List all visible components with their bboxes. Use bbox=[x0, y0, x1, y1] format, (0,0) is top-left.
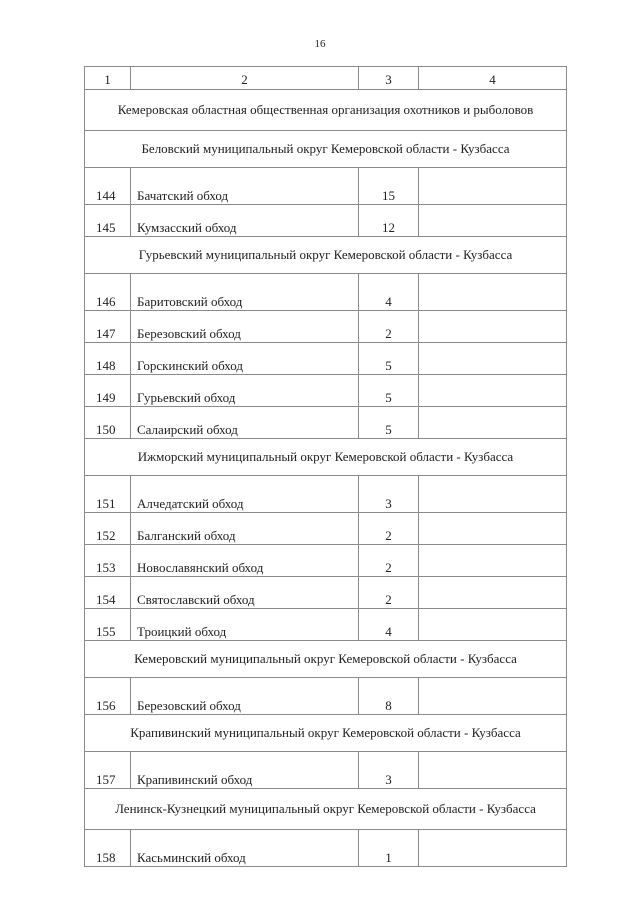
table-row bbox=[85, 168, 567, 205]
table-row bbox=[85, 407, 567, 439]
row-value: 2 bbox=[359, 545, 419, 577]
table-row bbox=[85, 343, 567, 375]
row-value: 4 bbox=[359, 274, 419, 311]
section-title: Ленинск-Кузнецкий муниципальный округ Кемеровской области - Кузбасса bbox=[85, 789, 567, 830]
row-value: 2 bbox=[359, 513, 419, 545]
row-number: 153 bbox=[85, 545, 131, 577]
row-extra bbox=[419, 311, 567, 343]
column-header-4: 4 bbox=[419, 67, 567, 90]
row-extra bbox=[419, 830, 567, 867]
table-row bbox=[85, 476, 567, 513]
table-row bbox=[85, 545, 567, 577]
section-title-row bbox=[85, 439, 567, 476]
row-extra bbox=[419, 375, 567, 407]
row-extra bbox=[419, 274, 567, 311]
column-header-3: 3 bbox=[359, 67, 419, 90]
row-extra bbox=[419, 168, 567, 205]
row-value: 5 bbox=[359, 407, 419, 439]
row-extra bbox=[419, 609, 567, 641]
row-name: Святославский обход bbox=[131, 577, 359, 609]
row-number: 148 bbox=[85, 343, 131, 375]
row-value: 3 bbox=[359, 476, 419, 513]
row-value: 2 bbox=[359, 311, 419, 343]
row-number: 158 bbox=[85, 830, 131, 867]
row-value: 3 bbox=[359, 752, 419, 789]
row-name: Касьминский обход bbox=[131, 830, 359, 867]
section-title: Кемеровская областная общественная организация охотников и рыболовов bbox=[85, 90, 567, 131]
row-name: Троицкий обход bbox=[131, 609, 359, 641]
row-value: 5 bbox=[359, 343, 419, 375]
table-row bbox=[85, 752, 567, 789]
row-value: 4 bbox=[359, 609, 419, 641]
row-extra bbox=[419, 577, 567, 609]
row-number: 146 bbox=[85, 274, 131, 311]
page-number: 16 bbox=[314, 38, 326, 50]
row-extra bbox=[419, 205, 567, 237]
row-name: Алчедатский обход bbox=[131, 476, 359, 513]
row-name: Баритовский обход bbox=[131, 274, 359, 311]
section-title-row bbox=[85, 90, 567, 131]
row-name: Березовский обход bbox=[131, 678, 359, 715]
row-number: 149 bbox=[85, 375, 131, 407]
row-value: 1 bbox=[359, 830, 419, 867]
table-row bbox=[85, 274, 567, 311]
row-name: Балганский обход bbox=[131, 513, 359, 545]
section-title-row bbox=[85, 789, 567, 830]
section-title: Гурьевский муниципальный округ Кемеровской области - Кузбасса bbox=[85, 237, 567, 274]
table-row bbox=[85, 678, 567, 715]
table-row bbox=[85, 830, 567, 867]
row-number: 152 bbox=[85, 513, 131, 545]
row-value: 2 bbox=[359, 577, 419, 609]
row-number: 156 bbox=[85, 678, 131, 715]
row-number: 144 bbox=[85, 168, 131, 205]
section-title-row bbox=[85, 237, 567, 274]
table-body bbox=[85, 67, 567, 867]
row-extra bbox=[419, 545, 567, 577]
table-row bbox=[85, 577, 567, 609]
row-number: 145 bbox=[85, 205, 131, 237]
row-value: 8 bbox=[359, 678, 419, 715]
row-number: 154 bbox=[85, 577, 131, 609]
row-value: 5 bbox=[359, 375, 419, 407]
row-number: 151 bbox=[85, 476, 131, 513]
row-value: 15 bbox=[359, 168, 419, 205]
row-number: 155 bbox=[85, 609, 131, 641]
row-name: Кумзасский обход bbox=[131, 205, 359, 237]
row-extra bbox=[419, 407, 567, 439]
column-header-2: 2 bbox=[131, 67, 359, 90]
row-extra bbox=[419, 678, 567, 715]
hunting-areas-table bbox=[84, 66, 567, 867]
row-extra bbox=[419, 752, 567, 789]
section-title: Ижморский муниципальный округ Кемеровской области - Кузбасса bbox=[85, 439, 567, 476]
table-row bbox=[85, 205, 567, 237]
table-row bbox=[85, 311, 567, 343]
section-title: Кемеровский муниципальный округ Кемеровской области - Кузбасса bbox=[85, 641, 567, 678]
row-number: 157 bbox=[85, 752, 131, 789]
section-title-row bbox=[85, 131, 567, 168]
column-header-1: 1 bbox=[85, 67, 131, 90]
section-title: Крапивинский муниципальный округ Кемеровской области - Кузбасса bbox=[85, 715, 567, 752]
row-name: Крапивинский обход bbox=[131, 752, 359, 789]
row-value: 12 bbox=[359, 205, 419, 237]
row-number: 150 bbox=[85, 407, 131, 439]
row-name: Новославянский обход bbox=[131, 545, 359, 577]
table-row bbox=[85, 375, 567, 407]
table-row bbox=[85, 513, 567, 545]
row-name: Гурьевский обход bbox=[131, 375, 359, 407]
column-header-row bbox=[85, 67, 567, 90]
row-extra bbox=[419, 343, 567, 375]
row-extra bbox=[419, 476, 567, 513]
section-title-row bbox=[85, 641, 567, 678]
row-name: Березовский обход bbox=[131, 311, 359, 343]
row-name: Салаирский обход bbox=[131, 407, 359, 439]
row-name: Горскинский обход bbox=[131, 343, 359, 375]
row-name: Бачатский обход bbox=[131, 168, 359, 205]
section-title: Беловский муниципальный округ Кемеровской области - Кузбасса bbox=[85, 131, 567, 168]
row-extra bbox=[419, 513, 567, 545]
table-row bbox=[85, 609, 567, 641]
row-number: 147 bbox=[85, 311, 131, 343]
section-title-row bbox=[85, 715, 567, 752]
